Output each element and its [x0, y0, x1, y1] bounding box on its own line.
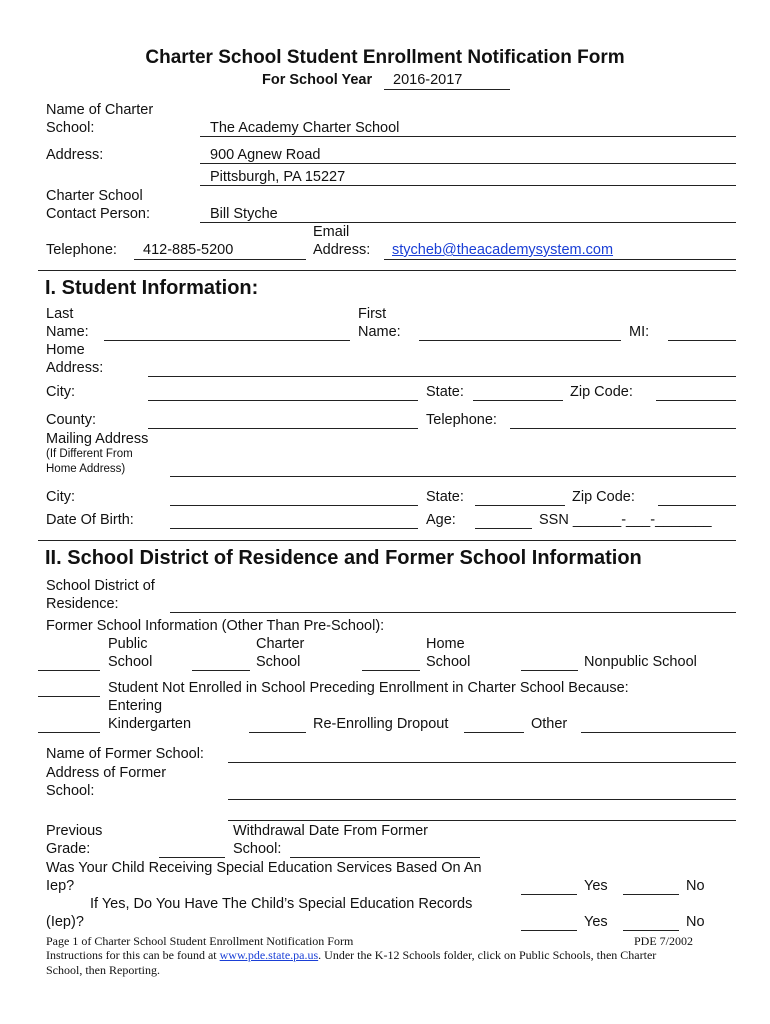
state2-field[interactable]: [475, 505, 565, 506]
state-label: State:: [426, 384, 464, 400]
zip-field[interactable]: [656, 400, 736, 401]
not-enrolled-check[interactable]: [38, 696, 100, 697]
charter-name-field[interactable]: The Academy Charter School: [210, 120, 400, 136]
mailing-note-2: Home Address): [46, 463, 126, 475]
ssn-field[interactable]: SSN ______-___-_______: [539, 512, 712, 528]
district-heading: II. School District of Residence and Former School Information: [45, 547, 642, 569]
nonpublic-school-label: Nonpublic School: [584, 654, 697, 670]
previous-grade-label: Previous: [46, 823, 103, 839]
records-question: If Yes, Do You Have The Child’s Special Education Records: [90, 896, 473, 912]
school-year-label: For School Year: [262, 72, 373, 88]
home-school-check[interactable]: [362, 670, 420, 671]
district-label: School District of: [46, 578, 155, 594]
charter-name-label-2: School:: [46, 120, 95, 136]
records-question-2: (Iep)?: [46, 914, 84, 930]
public-school-label-2: School: [108, 654, 153, 670]
last-name-label-2: Name:: [46, 324, 89, 340]
state2-label: State:: [426, 489, 464, 505]
contact-label-2: Contact Person:: [46, 206, 150, 222]
dob-field[interactable]: [170, 528, 418, 529]
dropout-check[interactable]: [249, 732, 306, 733]
contact-label: Charter School: [46, 188, 143, 204]
instructions-suffix: . Under the K-12 Schools folder, click on Public Schools, then Charter: [318, 948, 657, 962]
home-school-label: Home: [426, 636, 465, 652]
withdrawal-date-label: Withdrawal Date From Former: [233, 823, 428, 839]
sped-no-label: No: [686, 878, 705, 894]
contact-line: [200, 222, 736, 223]
mailing-note: (If Different From: [46, 448, 133, 460]
first-name-label: First: [358, 306, 387, 322]
former-school-name-label: Name of Former School:: [46, 746, 204, 762]
charter-school-check[interactable]: [192, 670, 250, 671]
first-name-label-2: Name:: [358, 324, 401, 340]
former-info-label: Former School Information (Other Than Pre-School):: [46, 618, 385, 634]
address-line2-line: [200, 185, 736, 186]
section-divider-2: [38, 540, 736, 541]
public-school-label: Public: [108, 636, 148, 652]
telephone-label: Telephone:: [46, 242, 117, 258]
district-field[interactable]: [170, 612, 736, 613]
records-yes-check[interactable]: [521, 930, 577, 931]
telephone-line: [134, 259, 306, 260]
section-divider: [38, 270, 736, 271]
last-name-label: Last: [46, 306, 74, 322]
dropout-label: Re-Enrolling Dropout: [313, 716, 449, 732]
telephone-field[interactable]: 412-885-5200: [143, 242, 234, 258]
charter-name-label: Name of Charter: [46, 102, 154, 118]
form-title: Charter School Student Enrollment Notification Form: [145, 47, 625, 68]
charter-name-line: [200, 136, 736, 137]
mailing-address-label: Mailing Address: [46, 431, 149, 447]
pde-version: PDE 7/2002: [634, 934, 694, 948]
county-label: County:: [46, 412, 96, 428]
dob-label: Date Of Birth:: [46, 512, 134, 528]
public-school-check[interactable]: [38, 670, 100, 671]
city2-field[interactable]: [170, 505, 418, 506]
records-no-check[interactable]: [623, 930, 679, 931]
other-check[interactable]: [464, 732, 524, 733]
school-year-field[interactable]: 2016-2017: [393, 72, 463, 88]
page-footer-label: Page 1 of Charter School Student Enrollment Notification Form: [46, 934, 354, 948]
instructions-prefix: Instructions for this can be found at: [46, 948, 217, 962]
home-address-label-2: Address:: [46, 360, 104, 376]
zip2-field[interactable]: [658, 505, 736, 506]
city-field[interactable]: [148, 400, 418, 401]
state-field[interactable]: [473, 400, 563, 401]
email-line: [384, 259, 736, 260]
mi-label: MI:: [629, 324, 650, 340]
former-school-name-field[interactable]: [228, 762, 736, 763]
charter-school-label-2: School: [256, 654, 301, 670]
former-school-address-field-2[interactable]: [228, 820, 736, 821]
kindergarten-label: Entering: [108, 698, 163, 714]
student-telephone-label: Telephone:: [426, 412, 497, 428]
district-label-2: Residence:: [46, 596, 119, 612]
nonpublic-school-check[interactable]: [521, 670, 578, 671]
sped-question-2: Iep?: [46, 878, 75, 894]
first-name-field[interactable]: [419, 340, 621, 341]
withdrawal-date-label-2: School:: [233, 841, 282, 857]
home-school-label-2: School: [426, 654, 471, 670]
former-school-address-field[interactable]: [228, 799, 736, 800]
withdrawal-date-field[interactable]: [290, 857, 480, 858]
age-label: Age:: [426, 512, 456, 528]
address-line1-line: [200, 163, 736, 164]
age-field[interactable]: [475, 528, 532, 529]
former-school-address-label-2: School:: [46, 783, 95, 799]
other-label: Other: [531, 716, 568, 732]
student-info-heading: I. Student Information:: [45, 277, 259, 299]
previous-grade-label-2: Grade:: [46, 841, 91, 857]
email-field[interactable]: stycheb@theacademysystem.com: [392, 242, 614, 258]
last-name-field[interactable]: [104, 340, 350, 341]
city-label: City:: [46, 384, 75, 400]
sped-yes-label: Yes: [584, 878, 608, 894]
county-field[interactable]: [148, 428, 418, 429]
not-enrolled-label: Student Not Enrolled in School Preceding Enrollment in Charter School Because:: [108, 680, 629, 696]
former-school-address-label: Address of Former: [46, 765, 167, 781]
contact-field[interactable]: Bill Styche: [210, 206, 278, 222]
city2-label: City:: [46, 489, 75, 505]
zip2-label: Zip Code:: [572, 489, 635, 505]
kindergarten-check[interactable]: [38, 732, 100, 733]
pde-link[interactable]: www.pde.state.pa.us: [219, 948, 319, 962]
instructions-text: [46, 948, 656, 963]
home-address-field[interactable]: [148, 376, 736, 377]
records-no-label: No: [686, 914, 705, 930]
zip-label: Zip Code:: [570, 384, 633, 400]
previous-grade-field[interactable]: [159, 857, 225, 858]
mi-field[interactable]: [668, 340, 736, 341]
records-yes-label: Yes: [584, 914, 608, 930]
instructions-text-2: School, then Reporting.: [46, 963, 160, 977]
sped-question: Was Your Child Receiving Special Education Services Based On An: [46, 860, 482, 876]
mailing-address-field[interactable]: [170, 476, 736, 477]
school-year-line: [384, 89, 510, 90]
email-label: Email: [313, 224, 350, 240]
kindergarten-label-2: Kindergarten: [108, 716, 192, 732]
charter-school-label: Charter: [256, 636, 305, 652]
sped-yes-check[interactable]: [521, 894, 577, 895]
address-label: Address:: [46, 147, 104, 163]
address-line1-field[interactable]: 900 Agnew Road: [210, 147, 321, 163]
email-label-2: Address:: [313, 242, 371, 258]
student-telephone-field[interactable]: [510, 428, 736, 429]
sped-no-check[interactable]: [623, 894, 679, 895]
address-line2-field[interactable]: Pittsburgh, PA 15227: [210, 169, 346, 185]
other-field[interactable]: [581, 732, 736, 733]
home-address-label: Home: [46, 342, 85, 358]
